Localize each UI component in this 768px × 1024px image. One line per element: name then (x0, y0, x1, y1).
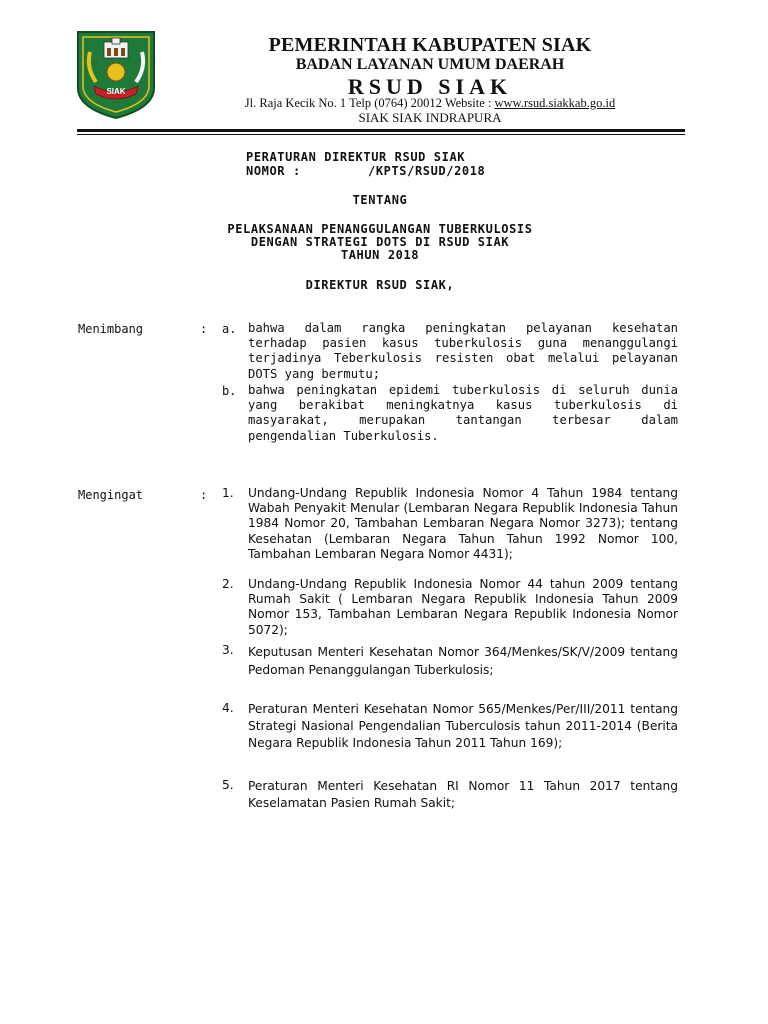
director-heading: DIREKTUR RSUD SIAK, (305, 278, 455, 292)
emblem-label: SIAK (106, 87, 126, 96)
address-text: Jl. Raja Kecik No. 1 Telp (0764) 20012 Website : (244, 96, 495, 110)
tentang-heading: TENTANG (352, 193, 408, 207)
mengingat-marker-1: 1. (222, 486, 234, 500)
letterhead-government: PEMERINTAH KABUPATEN SIAK (268, 34, 592, 56)
mengingat-marker-4: 4. (222, 701, 234, 715)
mengingat-item-2: Undang-Undang Republik Indonesia Nomor 44 tahun 2009 tentang Rumah Sakit ( Lembaran Negara Republik Indonesia Tahun 2009 Nomor 153, Tambahan Lembaran Negara Republik Indonesia Nomor 5072); (248, 577, 678, 637)
nomor-label: NOMOR : (246, 164, 301, 178)
letterhead-rule-thick (77, 129, 685, 132)
mengingat-item-4: Peraturan Menteri Kesehatan Nomor 565/Menkes/Per/III/2011 tentang Strategi Nasional Pengendalian Tuberculosis tahun 2011-2014 (Berita Negara Republik Indonesia Tahun 2011 Tahun 169); (248, 702, 678, 750)
mengingat-item-5: Peraturan Menteri Kesehatan RI Nomor 11 Tahun 2017 tentang Keselamatan Pasien Rumah Sakit; (248, 779, 678, 810)
letterhead-rule-thin (77, 134, 685, 135)
nomor-value: /KPTS/RSUD/2018 (368, 164, 486, 178)
menimbang-colon: : (200, 322, 208, 336)
regulation-title: PERATURAN DIREKTUR RSUD SIAK (246, 150, 466, 164)
letterhead-city: SIAK SIAK INDRAPURA (358, 110, 502, 125)
letterhead-address (170, 96, 690, 111)
mengingat-label: Mengingat (78, 488, 144, 502)
subject-line-3: TAHUN 2018 (340, 248, 420, 262)
letterhead-hospital-name: RSUD SIAK (347, 74, 513, 99)
mengingat-marker-3: 3. (222, 643, 234, 657)
website-link[interactable]: www.rsud.siakkab.go.id (494, 96, 616, 110)
menimbang-marker-b: b. (222, 384, 237, 398)
siak-regency-emblem (74, 28, 158, 122)
menimbang-marker-a: a. (222, 322, 237, 336)
mengingat-item-1: Undang-Undang Republik Indonesia Nomor 4 Tahun 1984 tentang Wabah Penyakit Menular (Lembaran Negara Republik Indonesia Tahun 1984 Nomor 20, Tambahan Lembaran Negara Nomor 3273); tentang Kesehatan (Lembaran Negara Tahun Tahun 1992 Nomor 100, Tambahan Lembaran Negara Nomor 4431); (248, 486, 678, 561)
menimbang-label: Menimbang (78, 322, 144, 336)
subject-line-1: PELAKSANAAN PENANGGULANGAN TUBERKULOSIS (227, 222, 533, 236)
menimbang-item-b: bahwa peningkatan epidemi tuberkulosis di seluruh dunia yang berakibat meningkatnya kasus tuberkulosis di masyarakat, merupakan tantangan terbesar dalam pengendalian Tuberkulosis. (248, 383, 678, 443)
mengingat-item-3: Keputusan Menteri Kesehatan Nomor 364/Menkes/SK/V/2009 tentang Pedoman Penanggulangan Tuberkulosis; (248, 645, 678, 677)
mengingat-marker-5: 5. (222, 778, 234, 792)
mengingat-marker-2: 2. (222, 577, 234, 591)
subject-line-2: DENGAN STRATEGI DOTS DI RSUD SIAK (250, 235, 510, 249)
mengingat-colon: : (200, 488, 208, 502)
letterhead-agency: BADAN LAYANAN UMUM DAERAH (295, 56, 565, 73)
menimbang-item-a: bahwa dalam rangka peningkatan pelayanan kesehatan terhadap pasien kasus tuberkulosis guna menanggulangi terjadinya Teberkulosis resisten obat melalui pelayanan DOTS yang bermutu; (248, 321, 678, 381)
